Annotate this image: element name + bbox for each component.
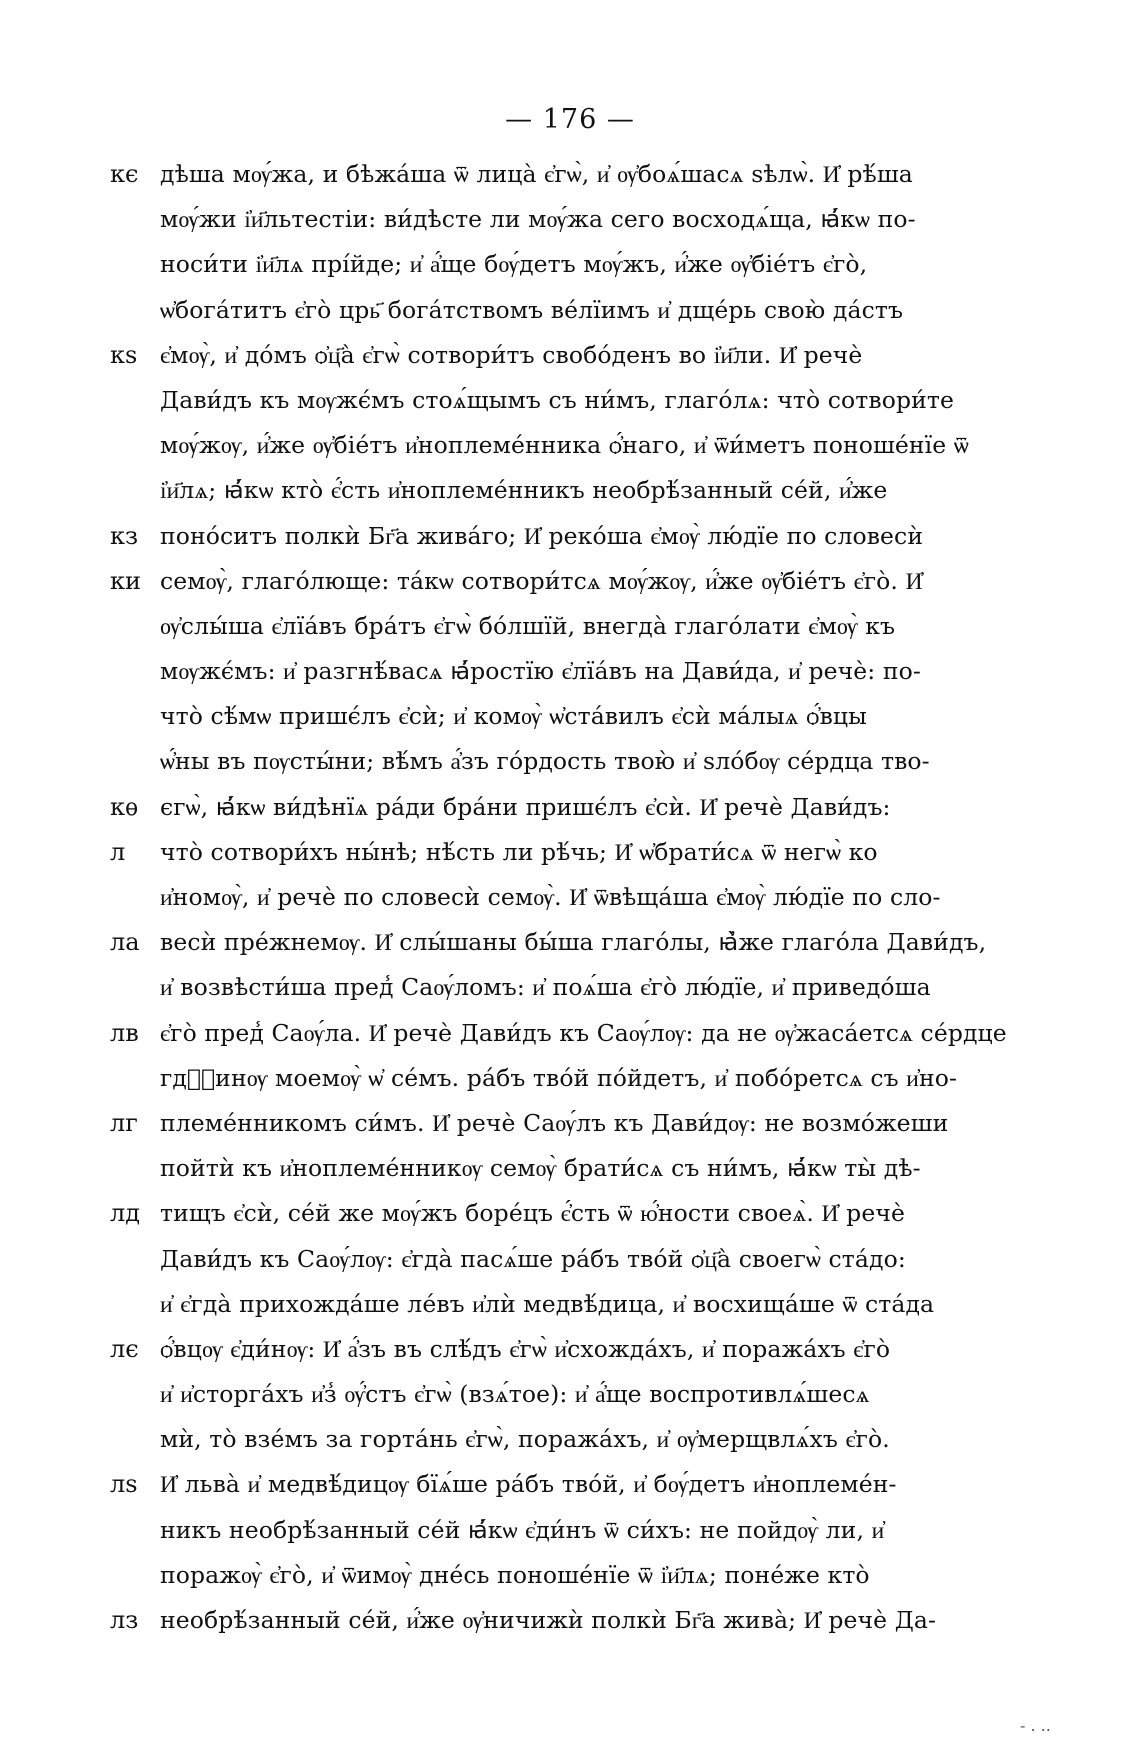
verse-number: ла: [110, 928, 140, 957]
line-text: ѡ҆бога́титъ є҆го̀ црь҃ бога́тствомъ ве́лїимъ и҆ дще́рь свою̀ да́стъ: [160, 295, 903, 324]
text-line: [0, 785, 1140, 830]
text-line: [0, 830, 1140, 875]
text-line: [0, 604, 1140, 649]
text-line: [0, 694, 1140, 739]
line-text: мѹжє́мъ: и҆ разгнѣ́васѧ ꙗ҆́ростїю є҆лїа́въ на Дави́да, и҆ речѐ: по-: [160, 657, 921, 686]
verse-number: лг: [110, 1108, 138, 1137]
text-line: [0, 1282, 1140, 1327]
line-text: ѡ҆́ны въ пѹсты́ни; вѣ́мъ а҆́зъ го́рдость твою̀ и҆ ѕло́бѹ се́рдца тво-: [160, 747, 930, 776]
line-text: весѝ пре́жнемѹ. И҆ слы́шаны бы́ша глаго́лы, ꙗ҆̀же глаго́ла Дави́дъ,: [160, 928, 987, 957]
text-line: [0, 875, 1140, 920]
verse-number: кз: [110, 521, 139, 550]
text-line: [0, 1598, 1140, 1643]
line-text: и҆ возвѣсти́ша пред̾ Саѹ́ломъ: и҆ поѧ́ша є҆го̀ лю́дїе, и҆ приведо́ша: [160, 973, 931, 1002]
text-line: [0, 1372, 1140, 1417]
line-text: необрѣ́занный се́й, и҆́же ѹ҆ничижѝ полкѝ Бг҃а жива̀; И҆ речѐ Да-: [160, 1606, 937, 1634]
text-line: [0, 288, 1140, 333]
line-text: что̀ сотвори́хъ ны́нѣ; нѣ́сть ли рѣ́чь; И҆ ѡ҆брати́сѧ ѿ негѡ̀ ко: [160, 837, 878, 866]
line-text: поно́ситъ полкѝ Бг҃а жива́го; И҆ реко́ша є҆мѹ̀ лю́дїе по словесѝ: [160, 521, 924, 550]
verse-number: лѕ: [110, 1470, 138, 1499]
line-text: и҆номѹ̀, и҆ речѐ по словесѝ семѹ̀. И҆ ѿвѣща́ша є҆мѹ̀ лю́дїе по сло-: [160, 883, 941, 911]
text-line: [0, 423, 1140, 468]
line-text: и҆ є҆гда̀ прихожда́ше ле́въ и҆лѝ медвѣ́дица, и҆ восхища́ше ѿ ста́да: [160, 1289, 935, 1318]
line-text: что̀ сѣ́мѡ пришє́лъ є҆сѝ; и҆ комѹ̀ ѡ҆ста́вилъ є҆сѝ ма́лыѧ ѻ҆́вцы: [160, 702, 867, 731]
verse-number: лз: [110, 1606, 139, 1634]
text-line: [0, 468, 1140, 513]
text-line: [0, 514, 1140, 559]
text-line: [0, 333, 1140, 378]
text-line: [0, 1417, 1140, 1462]
line-text: є҆го̀ пред̾ Саѹ́ла. И҆ речѐ Дави́дъ къ Саѹ́лѹ: да не ѹ҆жаса́етсѧ се́рдце: [160, 1018, 1007, 1047]
line-text: дѣша мѹ́жа, и бѣжа́ша ѿ лица̀ є҆гѡ̀, и҆ ѹ҆боѧ́шасѧ ѕѣлѡ̀. И҆ рѣ́ша: [160, 160, 913, 188]
line-text: мѹ́жи і҆и҃льтестіи: ви́дѣсте ли мѹ́жа сего восходѧ́ща, ꙗ҆́кѡ по-: [160, 205, 916, 234]
line-text: пойтѝ къ и҆ноплеме́нникѹ семѹ̀ брати́сѧ съ ни́мъ, ꙗ҆́кѡ ты̀ дѣ-: [160, 1154, 921, 1183]
text-block: [0, 152, 1140, 1643]
text-line: [0, 1056, 1140, 1101]
text-line: [0, 559, 1140, 604]
verse-number: кѕ: [110, 340, 138, 369]
line-text: є҆мѹ̀, и҆ до́мъ ѻ҆ц҃а̀ є҆гѡ̀ сотвори́тъ свобо́денъ во і҆и҃ли. И҆ речѐ: [160, 340, 863, 369]
line-text: никъ необрѣ́занный се́й ꙗ҆́кѡ є҆ди́нъ ѿ си́хъ: не пойдѹ̀ ли, и҆: [160, 1515, 885, 1544]
line-text: і҆и҃лѧ; ꙗ҆́кѡ кто̀ є҆́сть и҆ноплеме́нникъ необрѣ́занный се́й, и҆́же: [160, 476, 888, 505]
text-line: [0, 152, 1140, 197]
scan-smudge-mark: - . ..: [1020, 1716, 1051, 1735]
line-text: племе́нникомъ си́мъ. И҆ речѐ Саѹ́лъ къ Дави́дѹ: не возмо́жеши: [160, 1108, 949, 1137]
line-text: И҆ льва̀ и҆ медвѣ́дицѹ бїѧ́ше ра́бъ тво́й, и҆ бѹ́детъ и҆ноплеме́н-: [160, 1470, 897, 1499]
text-line: [0, 1146, 1140, 1191]
text-line: [0, 1191, 1140, 1236]
line-text: Дави́дъ къ Саѹ́лѹ: є҆гда̀ пасѧ́ше ра́бъ тво́й ѻ҆ц҃а̀ своегѡ̀ ста́до:: [160, 1244, 906, 1273]
text-line: [0, 378, 1140, 423]
line-text: ѻ҆́вцѹ є҆ди́нѹ: И҆ а҆́зъ въ слѣ́дъ є҆гѡ̀ и҆схожда́хъ, и҆ поража́хъ є҆го̀: [160, 1334, 891, 1363]
text-line: [0, 649, 1140, 694]
text-line: [0, 739, 1140, 784]
line-text: Дави́дъ къ мѹжє́мъ стоѧ́щымъ съ ни́мъ, глаго́лѧ: что̀ сотвори́те: [160, 385, 954, 414]
line-text: носи́ти і҆и҃лѧ прі́йде; и҆ а҆́ще бѹ́детъ мѹ́жъ, и҆́же ѹ҆біе́тъ є҆го̀,: [160, 250, 868, 279]
line-text: и҆ и҆сторга́хъ и҆з̾ ѹ҆́стъ є҆гѡ̀ (взѧ́тое): и҆ а҆́ще воспротивлѧ́шесѧ: [160, 1380, 870, 1409]
line-text: гдⷭ҇инѹ моемѹ̀ ѡ҆ се́мъ. ра́бъ тво́й по́йдетъ, и҆ побо́ретсѧ съ и҆но-: [160, 1063, 957, 1092]
line-text: мѹ́жѹ, и҆́же ѹ҆біе́тъ и҆ноплеме́нника ѻ҆́наго, и҆ ѿи́метъ поноше́нїе ѿ: [160, 431, 969, 460]
verse-number: л: [110, 837, 126, 866]
text-line: [0, 1327, 1140, 1372]
verse-number: лд: [110, 1199, 141, 1228]
line-text: поражѹ̀ є҆го̀, и҆ ѿимѹ̀ дне́сь поноше́нїе ѿ і҆и҃лѧ; поне́же кто̀: [160, 1560, 870, 1589]
text-line: [0, 242, 1140, 287]
verse-number: ки: [110, 566, 141, 595]
line-text: ѹ҆слы́ша є҆лїа́въ бра́тъ є҆гѡ̀ бо́лшїй, внегда̀ глаго́лати є҆мѹ̀ къ: [160, 611, 896, 640]
text-line: [0, 1553, 1140, 1598]
line-text: мѝ, то̀ взе́мъ за горта́нь є҆гѡ̀, поража́хъ, и҆ ѹ҆мерщвлѧ́хъ є҆го̀.: [160, 1425, 890, 1454]
text-line: [0, 1462, 1140, 1507]
text-line: [0, 197, 1140, 242]
text-line: [0, 1101, 1140, 1146]
text-line: [0, 1508, 1140, 1553]
verse-number: кѳ: [110, 792, 139, 821]
verse-number: кє: [110, 160, 139, 188]
page-number: — 176 —: [505, 104, 635, 135]
verse-number: лє: [110, 1334, 139, 1363]
text-line: [0, 1011, 1140, 1056]
line-text: тищъ є҆сѝ, се́й же мѹ́жъ боре́цъ є҆́сть ѿ ю҆́ности своеѧ̀. И҆ речѐ: [160, 1199, 905, 1228]
text-line: [0, 920, 1140, 965]
line-text: семѹ̀, глаго́люще: та́кѡ сотвори́тсѧ мѹ́жѹ, и҆́же ѹ҆біе́тъ є҆го̀. И҆: [160, 566, 923, 595]
verse-number: лв: [110, 1018, 139, 1047]
text-line: [0, 1237, 1140, 1282]
line-text: єгѡ̀, ꙗ҆́кѡ ви́дѣнїѧ ра́ди бра́ни пришє́лъ є҆сѝ. И҆ речѐ Дави́дъ:: [160, 792, 891, 821]
text-line: [0, 965, 1140, 1010]
